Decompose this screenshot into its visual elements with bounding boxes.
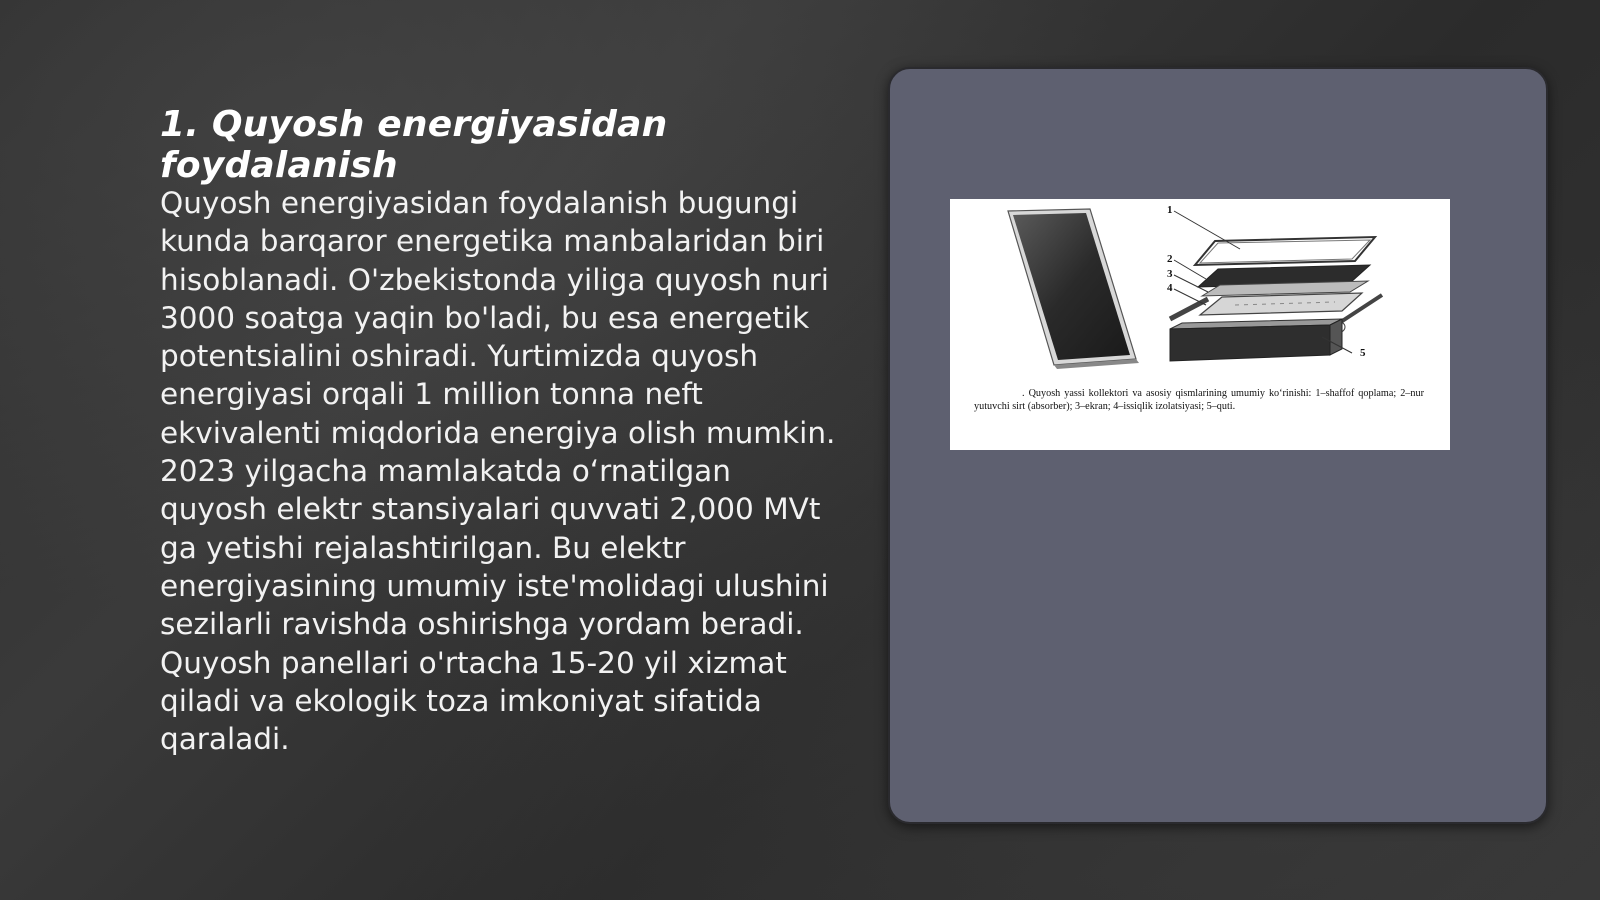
- figure-label-5: 5: [1360, 347, 1366, 359]
- figure-label-1: 1: [1167, 204, 1173, 216]
- figure-caption: . Quyosh yassi kollektori va asosiy qismlarining umumiy ko‘rinishi: 1–shaffof qoplama; 2–nur yutuvchi sirt (absorber); 3–ekran; 4–issiqlik izolatsiyasi; 5–quti.: [974, 388, 1424, 412]
- slide-title: 1. Quyosh energiyasidan foydalanish: [160, 104, 668, 186]
- figure-label-2: 2: [1167, 253, 1173, 265]
- assembled-collector: [1008, 209, 1139, 369]
- figure-label-4: 4: [1167, 282, 1173, 294]
- figure-label-3: 3: [1167, 268, 1173, 280]
- solar-collector-figure: [950, 199, 1450, 450]
- slide-body-text: Quyosh energiyasidan foydalanish bugungi kunda barqaror energetika manbalaridan biri hisoblanadi. O'zbekistonda yiliga quyosh nuri 3000 soatga yaqin bo'ladi, bu esa energetik potentsialini oshiradi. Yurtimizda quyosh energiyasi orqali 1 million tonna neft ekvivalenti miqdorida energiya olish mumkin. 2023 yilgacha mamlakatda o‘rnatilgan quyosh elektr stansiyalari quvvati 2,000 MVt ga yetishi rejalashtirilgan. Bu elektr energiyasining umumiy iste'molidagi ulushini sezilarli ravishda oshirishga yordam beradi. Quyosh panellari o'rtacha 15-20 yil xizmat qiladi va ekologik toza imkoniyat sifatida qaraladi.: [160, 186, 836, 757]
- exploded-view: [1167, 204, 1382, 361]
